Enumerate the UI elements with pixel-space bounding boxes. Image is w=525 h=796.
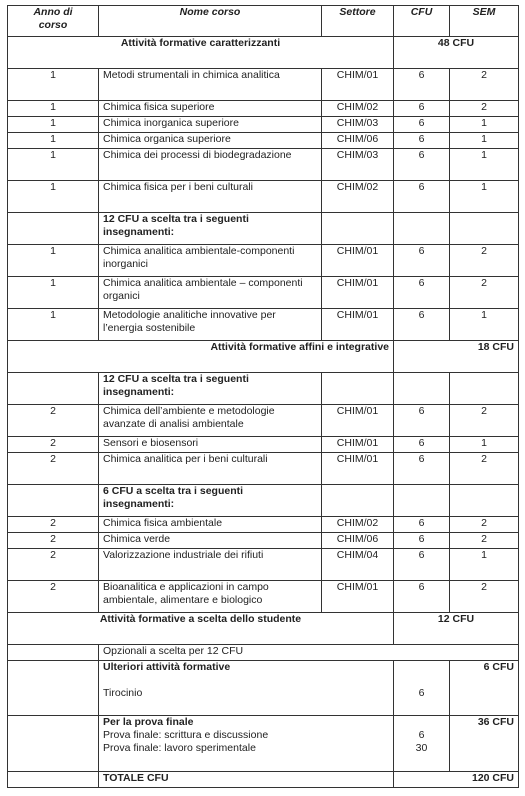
- settore-cell: CHIM/03: [322, 117, 394, 133]
- sem-cell: 1: [450, 117, 519, 133]
- settore-cell: CHIM/03: [322, 149, 394, 181]
- course-name-cell: Bioanalitica e applicazioni in campo ambientale, alimentare e biologico: [99, 581, 322, 613]
- anno-cell: 1: [8, 117, 99, 133]
- sem-cell: 2: [450, 69, 519, 101]
- anno-cell: 2: [8, 405, 99, 437]
- group-heading-row: [8, 373, 519, 405]
- cfu-cell: 6: [394, 69, 450, 101]
- sem-cell: 1: [450, 133, 519, 149]
- section-row: [8, 37, 519, 69]
- anno-cell: 2: [8, 581, 99, 613]
- empty-cell: [450, 485, 519, 517]
- course-row: [8, 533, 519, 549]
- course-row: [8, 309, 519, 341]
- course-name-cell: Metodi strumentali in chimica analitica: [99, 69, 322, 101]
- course-row: [8, 69, 519, 101]
- course-name-cell: Valorizzazione industriale dei rifiuti: [99, 549, 322, 581]
- cfu-cell: 6: [394, 101, 450, 117]
- cfu-cell: 6: [394, 405, 450, 437]
- section-cfu-cell: 48 CFU: [394, 37, 519, 69]
- course-name-cell: Chimica analitica per i beni culturali: [99, 453, 322, 485]
- course-row: [8, 181, 519, 213]
- anno-cell: 2: [8, 517, 99, 533]
- course-row: [8, 277, 519, 309]
- cfu-cell: 6: [394, 133, 450, 149]
- totale-cfu-cell: 120 CFU: [394, 772, 519, 788]
- cfu-cell: 6: [394, 277, 450, 309]
- empty-cell: [394, 213, 450, 245]
- settore-cell: CHIM/01: [322, 245, 394, 277]
- empty-cell: [394, 485, 450, 517]
- header-anno: Anno di corso: [8, 6, 99, 37]
- opzionali-row: [8, 645, 519, 661]
- sem-cell: 2: [450, 277, 519, 309]
- anno-cell: 2: [8, 453, 99, 485]
- course-name-cell: Chimica verde: [99, 533, 322, 549]
- course-name-cell: Chimica inorganica superiore: [99, 117, 322, 133]
- cfu-cell: 6: [394, 549, 450, 581]
- anno-cell: 1: [8, 181, 99, 213]
- settore-cell: CHIM/01: [322, 277, 394, 309]
- header-settore: Settore: [322, 6, 394, 37]
- anno-cell: 1: [8, 277, 99, 309]
- settore-cell: CHIM/06: [322, 533, 394, 549]
- sem-cell: 1: [450, 149, 519, 181]
- curriculum-table: [7, 5, 519, 788]
- course-name-cell: Chimica analitica ambientale-componenti inorganici: [99, 245, 322, 277]
- empty-cell: [394, 373, 450, 405]
- ulteriori-total-cell: 6 CFU: [450, 661, 519, 716]
- course-row: [8, 437, 519, 453]
- course-name-cell: Sensori e biosensori: [99, 437, 322, 453]
- section-cfu-cell: 18 CFU: [394, 341, 519, 373]
- sem-cell: 1: [450, 309, 519, 341]
- prova-row: [8, 716, 519, 772]
- course-name-cell: Metodologie analitiche innovative per l’energia sostenibile: [99, 309, 322, 341]
- empty-cell: [8, 772, 99, 788]
- settore-cell: CHIM/01: [322, 405, 394, 437]
- cfu-cell: 6: [394, 309, 450, 341]
- cfu-cell: 6: [394, 149, 450, 181]
- anno-cell: 2: [8, 437, 99, 453]
- header-row: [8, 6, 519, 37]
- course-name-cell: Chimica organica superiore: [99, 133, 322, 149]
- cfu-cell: 6: [394, 117, 450, 133]
- group-heading-row: [8, 213, 519, 245]
- prova-cfu-cell: 6 30: [394, 716, 450, 772]
- section-cfu-cell: 12 CFU: [394, 613, 519, 645]
- course-row: [8, 517, 519, 533]
- section-title-cell: Attività formative caratterizzanti: [8, 37, 394, 69]
- cfu-cell: 6: [394, 581, 450, 613]
- empty-cell: [8, 485, 99, 517]
- settore-cell: CHIM/01: [322, 69, 394, 101]
- sem-cell: 2: [450, 533, 519, 549]
- empty-cell: [8, 716, 99, 772]
- sem-cell: 1: [450, 549, 519, 581]
- sem-cell: 2: [450, 453, 519, 485]
- empty-cell: [8, 213, 99, 245]
- empty-cell: [322, 213, 394, 245]
- header-sem: SEM: [450, 6, 519, 37]
- settore-cell: CHIM/01: [322, 581, 394, 613]
- empty-cell: [322, 373, 394, 405]
- anno-cell: 2: [8, 549, 99, 581]
- sem-cell: 2: [450, 405, 519, 437]
- settore-cell: CHIM/04: [322, 549, 394, 581]
- settore-cell: CHIM/02: [322, 101, 394, 117]
- group-heading-row: [8, 485, 519, 517]
- course-name-cell: Chimica fisica per i beni culturali: [99, 181, 322, 213]
- header-nome: Nome corso: [99, 6, 322, 37]
- course-row: [8, 453, 519, 485]
- prova-name-cell: Per la prova finale Prova finale: scrittura e discussione Prova finale: lavoro sperimentale: [99, 716, 394, 772]
- group-heading-cell: 12 CFU a scelta tra i seguenti insegnamenti:: [99, 373, 322, 405]
- empty-cell: [450, 373, 519, 405]
- empty-cell: [322, 485, 394, 517]
- empty-cell: [8, 645, 99, 661]
- sem-cell: 1: [450, 437, 519, 453]
- cfu-cell: 6: [394, 437, 450, 453]
- settore-cell: CHIM/01: [322, 437, 394, 453]
- course-row: [8, 549, 519, 581]
- anno-cell: 1: [8, 245, 99, 277]
- group-heading-cell: 6 CFU a scelta tra i seguenti insegnamenti:: [99, 485, 322, 517]
- course-name-cell: Chimica analitica ambientale – componenti organici: [99, 277, 322, 309]
- empty-cell: [450, 213, 519, 245]
- course-name-cell: Chimica fisica ambientale: [99, 517, 322, 533]
- anno-cell: 1: [8, 69, 99, 101]
- course-row: [8, 581, 519, 613]
- prova-total-cell: 36 CFU: [450, 716, 519, 772]
- anno-cell: 1: [8, 133, 99, 149]
- ulteriori-name-cell: Ulteriori attività formative Tirocinio: [99, 661, 394, 716]
- sem-cell: 2: [450, 581, 519, 613]
- totale-label-cell: TOTALE CFU: [99, 772, 394, 788]
- course-row: [8, 149, 519, 181]
- course-row: [8, 133, 519, 149]
- cfu-cell: 6: [394, 245, 450, 277]
- anno-cell: 1: [8, 149, 99, 181]
- sem-cell: 2: [450, 517, 519, 533]
- anno-cell: 1: [8, 101, 99, 117]
- anno-cell: 1: [8, 309, 99, 341]
- course-row: [8, 405, 519, 437]
- cfu-cell: 6: [394, 453, 450, 485]
- settore-cell: CHIM/01: [322, 309, 394, 341]
- prova-item: Prova finale: scrittura e discussione: [103, 729, 269, 741]
- cfu-cell: 6: [394, 181, 450, 213]
- ulteriori-row: [8, 661, 519, 716]
- course-name-cell: Chimica dei processi di biodegradazione: [99, 149, 322, 181]
- course-row: [8, 117, 519, 133]
- course-row: [8, 101, 519, 117]
- section-title-cell: Attività formative affini e integrative: [8, 341, 394, 373]
- cfu-cell: 6: [394, 533, 450, 549]
- sem-cell: 2: [450, 101, 519, 117]
- ulteriori-cfu-cell: 6: [394, 661, 450, 716]
- sem-cell: 1: [450, 181, 519, 213]
- settore-cell: CHIM/02: [322, 517, 394, 533]
- empty-cell: [8, 661, 99, 716]
- course-name-cell: Chimica dell’ambiente e metodologie avanzate di analisi ambientale: [99, 405, 322, 437]
- course-row: [8, 245, 519, 277]
- section-row: [8, 341, 519, 373]
- prova-item: Prova finale: lavoro sperimentale: [103, 742, 256, 754]
- cfu-cell: 6: [394, 517, 450, 533]
- course-name-cell: Chimica fisica superiore: [99, 101, 322, 117]
- settore-cell: CHIM/01: [322, 453, 394, 485]
- header-cfu: CFU: [394, 6, 450, 37]
- settore-cell: CHIM/02: [322, 181, 394, 213]
- sem-cell: 2: [450, 245, 519, 277]
- section-row: [8, 613, 519, 645]
- opzionali-cell: Opzionali a scelta per 12 CFU: [99, 645, 519, 661]
- group-heading-cell: 12 CFU a scelta tra i seguenti insegnamenti:: [99, 213, 322, 245]
- anno-cell: 2: [8, 533, 99, 549]
- empty-cell: [8, 373, 99, 405]
- section-title-cell: Attività formative a scelta dello studente: [8, 613, 394, 645]
- settore-cell: CHIM/06: [322, 133, 394, 149]
- totale-row: [8, 772, 519, 788]
